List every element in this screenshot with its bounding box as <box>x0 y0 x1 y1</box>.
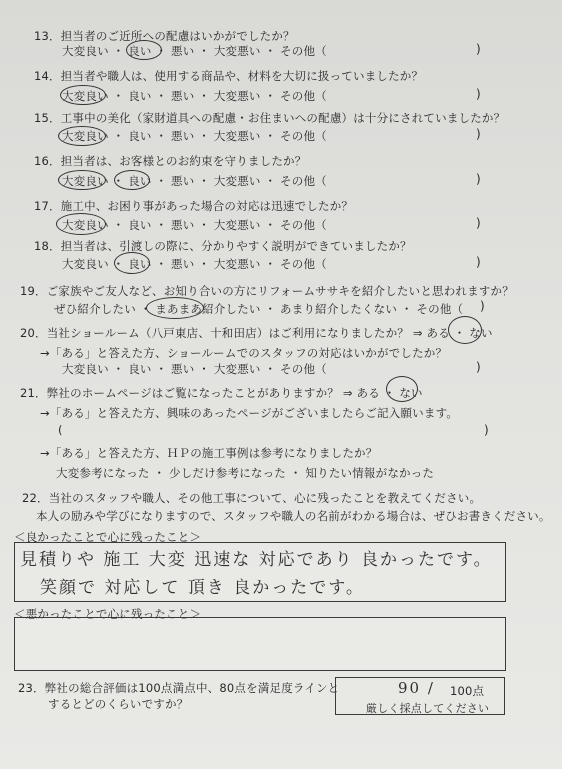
question-23-line2: するとどのくらいですか？ <box>48 697 189 711</box>
handwriting-good-2: 笑顔で 対応して 頂き 良かったです。 <box>40 578 365 598</box>
question-14-close-paren: ) <box>476 87 481 101</box>
bad-section-label: ＜悪かったことで心に残ったこと＞ <box>14 607 202 621</box>
question-20: 20．当社ショールーム（八戸東店、十和田店）はご利用になりましたか？ ⇒ ある ・ ない <box>20 326 493 340</box>
question-17-close-paren: ) <box>476 216 481 230</box>
question-18: 18．担当者は、引渡しの際に、分かりやすく説明ができていましたか？ <box>34 239 412 253</box>
question-13-options: 大変良い ・ 良い ・ 悪い ・ 大変悪い ・ その他（ <box>62 44 327 58</box>
score-max: 100点 <box>450 684 485 698</box>
question-21-sub1: →「ある」と答えた方、興味のあったページがございましたらご記入願います。 <box>40 406 459 420</box>
question-22-note: 本人の励みや学びになりますので、スタッフや職人の名前がわかる場合は、ぜひお書きください。 <box>36 509 551 523</box>
bad-comment-box <box>14 617 506 671</box>
question-20-close-paren: ) <box>476 360 481 374</box>
question-18-options: 大変良い ・ 良い ・ 悪い ・ 大変悪い ・ その他（ <box>62 257 327 271</box>
question-15: 15．工事中の美化（家財道具への配慮・お住まいへの配慮）は十分にされていましたか？ <box>34 111 506 125</box>
question-22: 22．当社のスタッフや職人、その他工事について、心に残ったことを教えてください。 <box>22 491 482 505</box>
good-section-label: ＜良かったことで心に残ったこと＞ <box>14 530 202 544</box>
question-13: 13．担当者のご近所への配慮はいかがでしたか？ <box>34 29 295 43</box>
handwriting-score: 90 / <box>398 679 435 697</box>
question-21-options: 大変参考になった ・ 少しだけ参考になった ・ 知りたい情報がなかった <box>56 466 435 480</box>
question-21-sub2: →「ある」と答えた方、ＨＰの施工事例は参考になりましたか？ <box>40 446 378 460</box>
question-16-options: 大変良い ・ 良い ・ 悪い ・ 大変悪い ・ その他（ <box>62 174 327 188</box>
question-16: 16．担当者は、お客様とのお約束を守りましたか？ <box>34 154 307 168</box>
question-15-close-paren: ) <box>476 127 481 141</box>
question-19-close-paren: ) <box>480 299 485 313</box>
question-14: 14．担当者や職人は、使用する商品や、材料を大切に扱っていましたか？ <box>34 69 424 83</box>
handwriting-good-1: 見積りや 施工 大変 迅速な 対応であり 良かったです。 <box>20 550 493 570</box>
question-19-options: ぜひ紹介したい ・ まあまあ紹介したい ・ あまり紹介したくない ・ その他（ <box>54 302 464 316</box>
score-note: 厳しく採点してください <box>366 702 490 715</box>
question-23: 23．弊社の総合評価は100点満点中、80点を満足度ラインと <box>18 681 340 695</box>
question-21-open-paren: ( <box>58 423 63 437</box>
question-13-close-paren: ) <box>476 42 481 56</box>
question-14-options: 大変良い ・ 良い ・ 悪い ・ 大変悪い ・ その他（ <box>62 89 327 103</box>
question-19: 19．ご家族やご友人など、お知り合いの方にリフォームササキを紹介したいと思われますか？ <box>20 284 514 298</box>
question-16-close-paren: ) <box>476 172 481 186</box>
question-21-close-paren: ) <box>484 423 489 437</box>
question-21: 21．弊社のホームページはご覧になったことがありますか？ ⇒ ある ・ ない <box>20 386 423 400</box>
question-17-options: 大変良い ・ 良い ・ 悪い ・ 大変悪い ・ その他（ <box>62 218 327 232</box>
question-15-options: 大変良い ・ 良い ・ 悪い ・ 大変悪い ・ その他（ <box>62 129 327 143</box>
question-17: 17．施工中、お困り事があった場合の対応は迅速でしたか？ <box>34 199 354 213</box>
question-18-close-paren: ) <box>476 255 481 269</box>
question-20-options: 大変良い ・ 良い ・ 悪い ・ 大変悪い ・ その他（ <box>62 362 327 376</box>
question-20-sub: →「ある」と答えた方、ショールームでのスタッフの対応はいかがでしたか？ <box>40 346 448 360</box>
